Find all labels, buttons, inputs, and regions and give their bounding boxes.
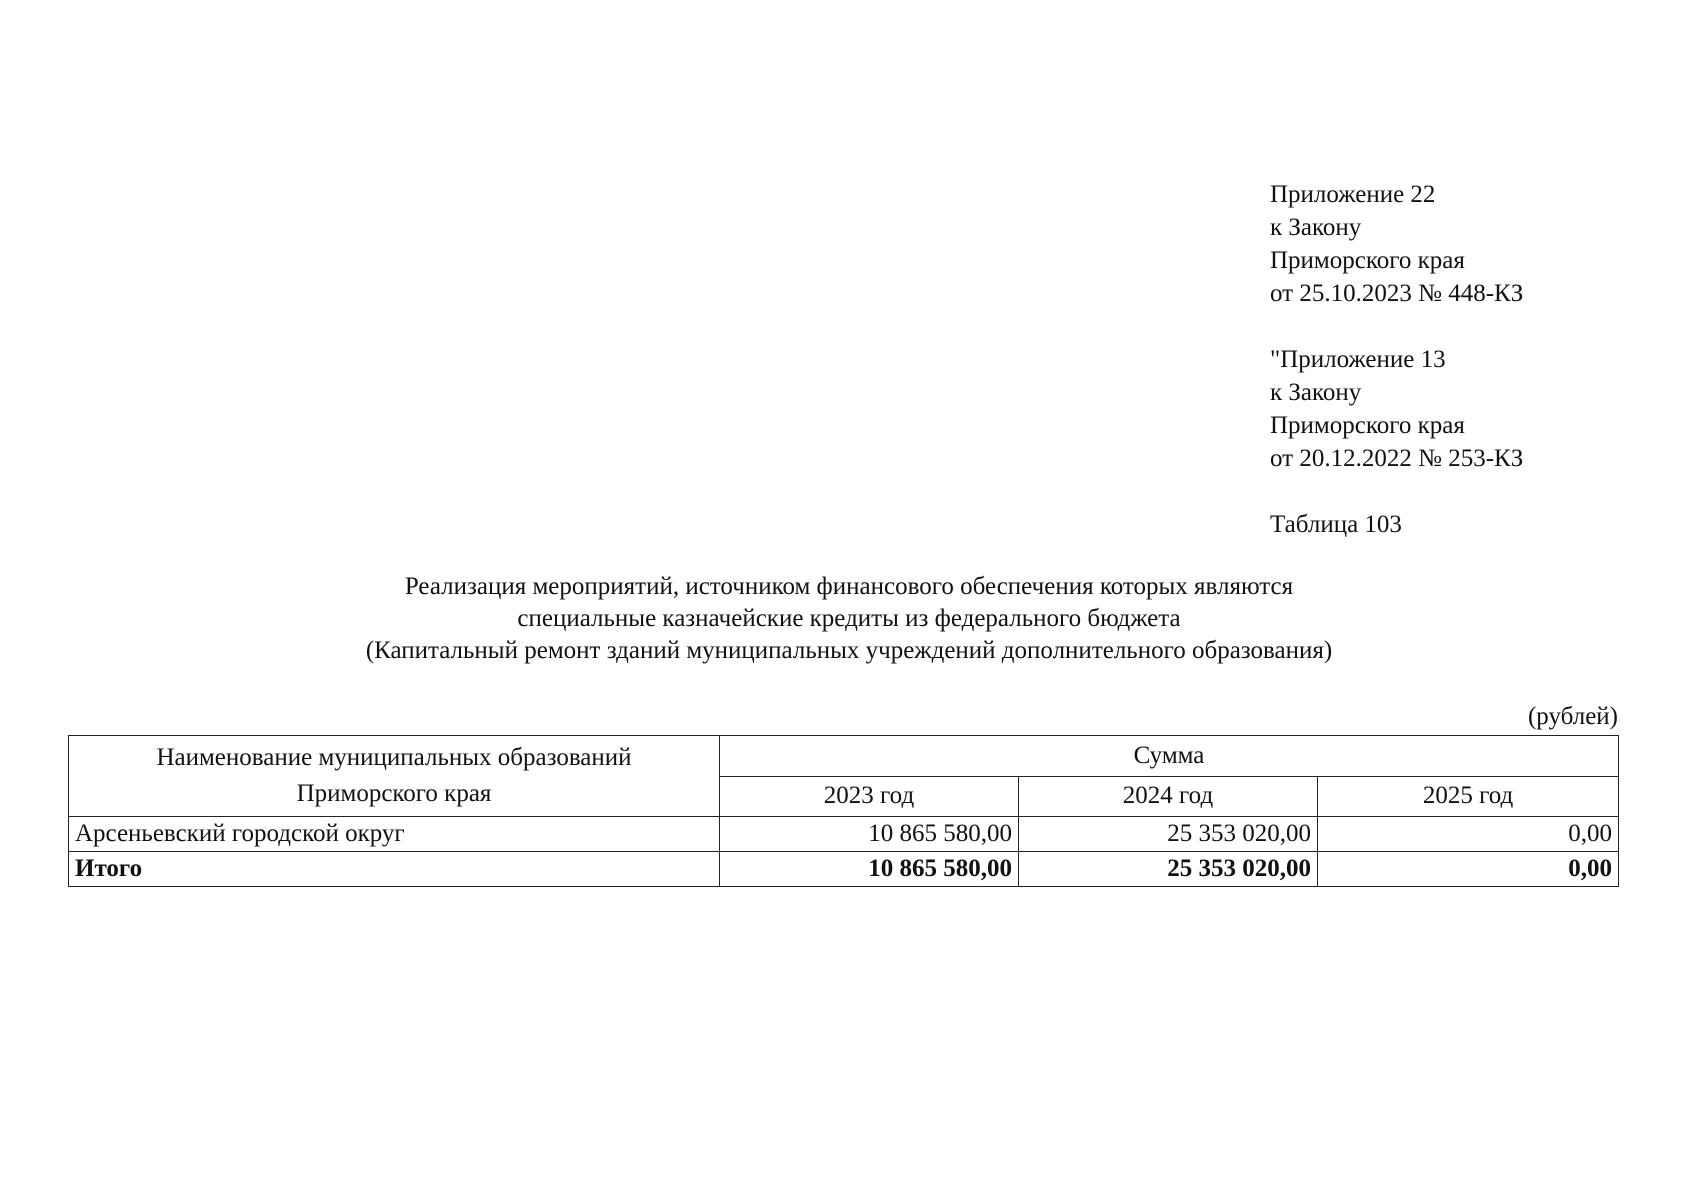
row-municipality: Арсеньевский городской округ	[69, 817, 720, 852]
appendix-header	[1270, 178, 1523, 541]
table-header-row	[69, 736, 1619, 777]
title-line-1: Реализация мероприятий, источником финансового обеспечения которых являются	[404, 573, 1294, 600]
row-value: 0,00	[1318, 817, 1619, 852]
appendix-line: Приморского края	[1270, 247, 1465, 274]
header-sum: Сумма	[720, 736, 1619, 777]
header-municipality: Наименование муниципальных образований Приморского края	[69, 736, 720, 817]
total-label: Итого	[69, 852, 720, 887]
table-row	[69, 817, 1619, 852]
table-label: Таблица 103	[1270, 511, 1402, 538]
document-title	[0, 571, 1698, 667]
header-year: 2025 год	[1318, 776, 1619, 817]
appendix-line: от 20.12.2022 № 253-КЗ	[1270, 445, 1524, 472]
appendix-line: "Приложение 13	[1270, 346, 1446, 373]
appendix-line: к Закону	[1270, 214, 1362, 241]
row-value: 10 865 580,00	[720, 817, 1019, 852]
header-year: 2023 год	[720, 776, 1019, 817]
total-row	[69, 852, 1619, 887]
title-line-2: специальные казначейские кредиты из федерального бюджета	[517, 605, 1181, 632]
title-line-3: (Капитальный ремонт зданий муниципальных учреждений дополнительного образования)	[365, 637, 1333, 664]
units-label: (рублей)	[1527, 703, 1618, 730]
total-value: 0,00	[1318, 852, 1619, 887]
total-value: 10 865 580,00	[720, 852, 1019, 887]
appendix-line: от 25.10.2023 № 448-КЗ	[1270, 280, 1524, 307]
budget-table	[68, 735, 1619, 887]
appendix-line: к Закону	[1270, 379, 1362, 406]
appendix-line: Приморского края	[1270, 412, 1465, 439]
total-value: 25 353 020,00	[1019, 852, 1318, 887]
appendix-line: Приложение 22	[1270, 181, 1436, 208]
header-year: 2024 год	[1019, 776, 1318, 817]
row-value: 25 353 020,00	[1019, 817, 1318, 852]
